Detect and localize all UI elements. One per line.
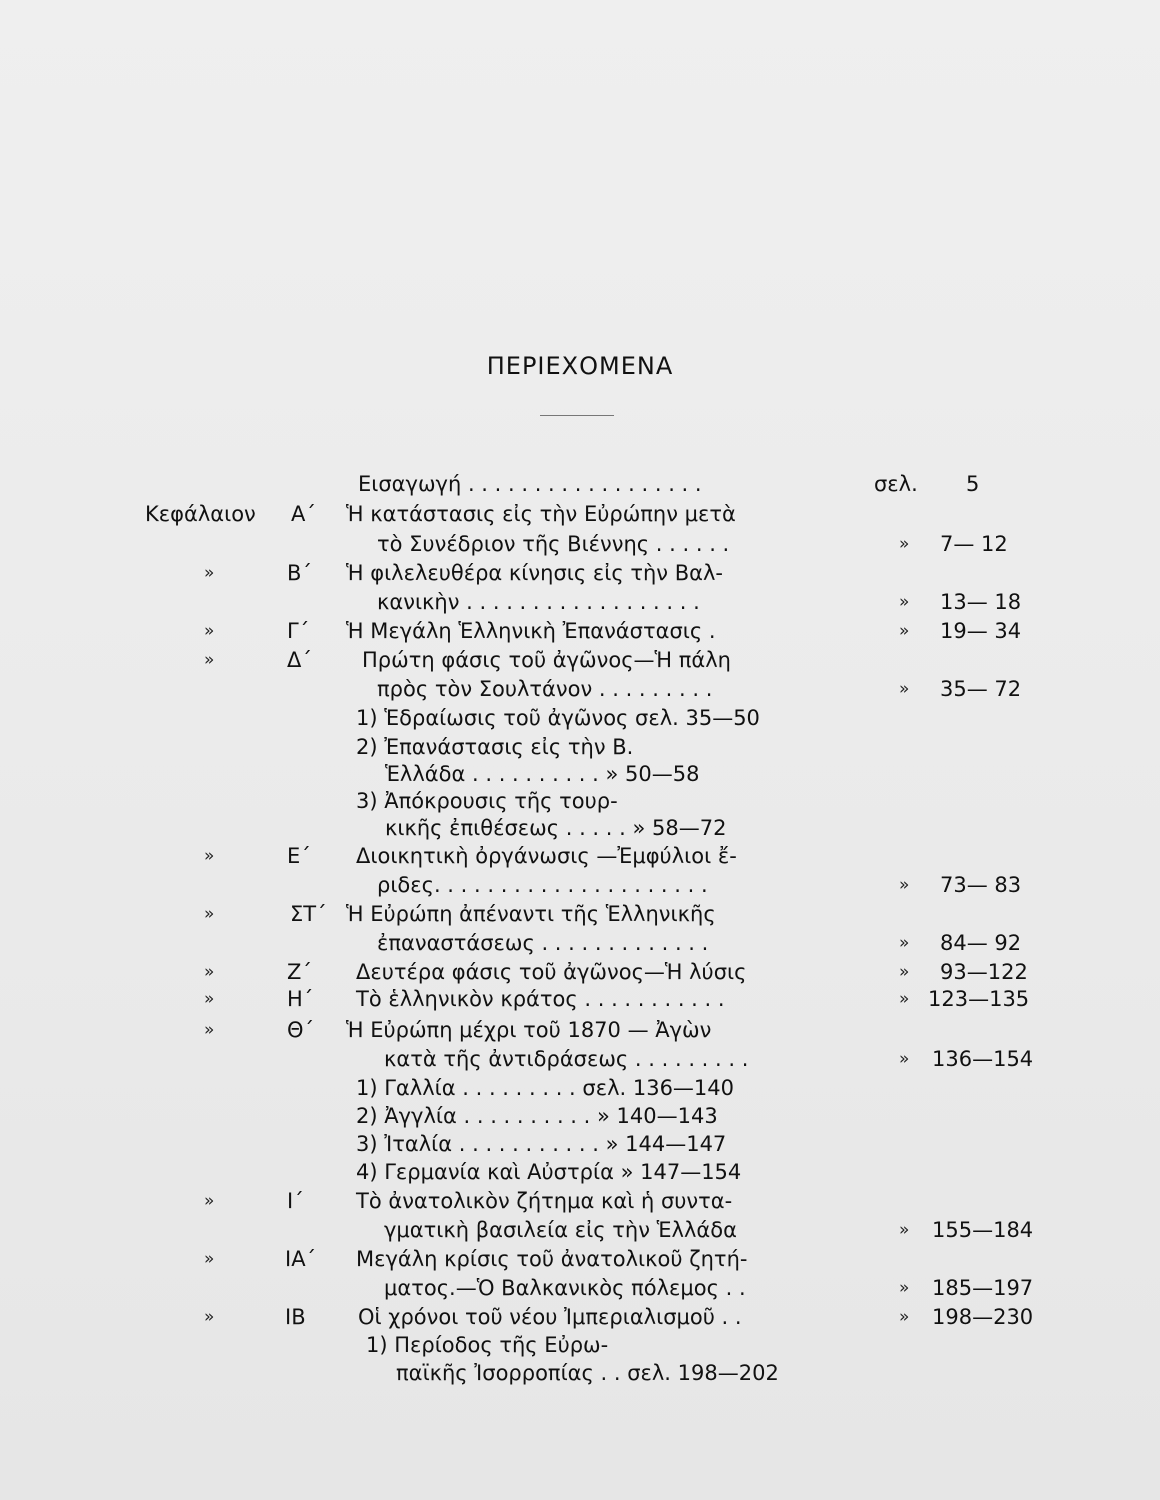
ditto-mark: »: [204, 846, 215, 866]
ditto-mark: »: [899, 592, 910, 612]
ditto-mark: »: [204, 904, 215, 924]
ditto-mark: »: [204, 1307, 215, 1327]
ditto-mark: »: [204, 1191, 215, 1211]
subsection-line: 1) Περίοδος τῆς Εὐρω-: [366, 1333, 609, 1357]
chapter-num: ΣΤ΄: [290, 902, 327, 926]
chapter-pages: 35— 72: [940, 677, 1022, 701]
subsection-line: 3) Ἀπόκρουσις τῆς τουρ-: [356, 789, 618, 813]
chapter-pages: 84— 92: [940, 931, 1022, 955]
chapter-line: Οἱ χρόνοι τοῦ νέου Ἰμπεριαλισμοῦ . .: [358, 1305, 742, 1329]
ditto-mark: »: [899, 989, 910, 1009]
chapter-line: ματος.—Ὁ Βαλκανικὸς πόλεμος . .: [384, 1276, 746, 1300]
ditto-mark: »: [899, 1220, 910, 1240]
chapter-num: ΙΑ΄: [285, 1247, 317, 1271]
chapter-line: κατὰ τῆς ἀντιδράσεως . . . . . . . . .: [384, 1047, 749, 1071]
chapter-num: Β΄: [287, 561, 312, 585]
chapter-line: Δευτέρα φάσις τοῦ ἀγῶνος—Ἡ λύσις: [356, 960, 747, 984]
chapter-pages: 13— 18: [940, 590, 1022, 614]
ditto-mark: »: [899, 679, 910, 699]
chapter-num: Ζ΄: [287, 960, 312, 984]
chapter-pages: 136—154: [932, 1047, 1034, 1071]
ditto-mark: »: [204, 989, 215, 1009]
ditto-mark: »: [899, 1307, 910, 1327]
ditto-mark: »: [204, 962, 215, 982]
ditto-mark: »: [204, 650, 215, 670]
title-divider: [540, 415, 614, 416]
ditto-mark: »: [899, 534, 910, 554]
chapter-num: ΙΒ: [285, 1305, 306, 1329]
chapter-pages: 185—197: [932, 1276, 1034, 1300]
chapter-line: Μεγάλη κρίσις τοῦ ἀνατολικοῦ ζητή-: [356, 1247, 748, 1271]
chapter-line: Τὸ ἀνατολικὸν ζήτημα καὶ ἡ συντα-: [356, 1189, 733, 1213]
chapter-pages: 7— 12: [940, 532, 1008, 556]
chapter-line: Πρώτη φάσις τοῦ ἀγῶνος—Ἡ πάλη: [362, 648, 731, 672]
ditto-mark: »: [899, 875, 910, 895]
chapter-line: τὸ Συνέδριον τῆς Βιέννης . . . . . .: [377, 532, 730, 556]
chapter-line: Ἡ Εὐρώπη μέχρι τοῦ 1870 — Ἀγὼν: [346, 1018, 712, 1042]
chapter-line: Ἡ Μεγάλη Ἑλληνικὴ Ἐπανάστασις .: [346, 619, 716, 643]
chapter-line: πρὸς τὸν Σουλτάνον . . . . . . . . .: [377, 677, 713, 701]
chapter-line: Διοικητικὴ ὀργάνωσις —Ἐμφύλιοι ἔ-: [356, 844, 737, 868]
intro-text: Εισαγωγή . . . . . . . . . . . . . . . . . .: [358, 472, 702, 496]
chapter-line: Ἡ κατάστασις εἰς τὴν Εὐρώπην μετὰ: [346, 502, 736, 526]
subsection-line: 2) Ἐπανάστασις εἰς τὴν Β.: [356, 735, 634, 759]
chapter-pages: 155—184: [932, 1218, 1034, 1242]
chapter-num: Δ΄: [287, 648, 312, 672]
chapter-line: ριδες. . . . . . . . . . . . . . . . . . . . .: [377, 873, 708, 897]
chapter-word: Κεφάλαιον: [145, 502, 256, 526]
chapter-line: Ἡ φιλελευθέρα κίνησις εἰς τὴν Βαλ-: [346, 561, 723, 585]
chapter-pages: 73— 83: [940, 873, 1022, 897]
subsection-line: κικῆς ἐπιθέσεως . . . . . » 58—72: [385, 816, 727, 840]
page-title: ΠΕΡΙΕΧΟΜΕΝΑ: [486, 352, 674, 380]
chapter-line: γματικὴ βασιλεία εἰς τὴν Ἑλλάδα: [384, 1218, 737, 1242]
intro-sel: σελ.: [874, 472, 918, 496]
ditto-mark: »: [899, 962, 910, 982]
ditto-mark: »: [899, 933, 910, 953]
chapter-line: ἐπαναστάσεως . . . . . . . . . . . . .: [377, 931, 709, 955]
chapter-pages: 93—122: [940, 960, 1028, 984]
subsection-line: 4) Γερμανία καὶ Αὐστρία » 147—154: [356, 1160, 742, 1184]
chapter-line: Τὸ ἑλληνικὸν κράτος . . . . . . . . . . .: [356, 987, 725, 1011]
subsection-line: παϊκῆς Ἰσορροπίας . . σελ. 198—202: [396, 1361, 779, 1385]
subsection-line: 1) Ἑδραίωσις τοῦ ἀγῶνος σελ. 35—50: [356, 706, 760, 730]
ditto-mark: »: [204, 563, 215, 583]
chapter-line: κανικὴν . . . . . . . . . . . . . . . . . .: [377, 590, 700, 614]
subsection-line: 2) Ἀγγλία . . . . . . . . . . » 140—143: [356, 1104, 718, 1128]
chapter-num: Ε΄: [287, 844, 311, 868]
chapter-num: Η΄: [287, 987, 314, 1011]
chapter-pages: 198—230: [932, 1305, 1034, 1329]
ditto-mark: »: [899, 621, 910, 641]
subsection-line: Ἑλλάδα . . . . . . . . . . » 50—58: [385, 762, 700, 786]
ditto-mark: »: [899, 1049, 910, 1069]
subsection-line: 1) Γαλλία . . . . . . . . . σελ. 136—140: [356, 1076, 735, 1100]
intro-page: 5: [966, 472, 980, 496]
ditto-mark: »: [899, 1278, 910, 1298]
chapter-num: Α΄: [291, 502, 316, 526]
chapter-num: Ι΄: [287, 1189, 304, 1213]
ditto-mark: »: [204, 621, 215, 641]
chapter-num: Θ΄: [287, 1018, 315, 1042]
chapter-num: Γ΄: [287, 619, 310, 643]
ditto-mark: »: [204, 1020, 215, 1040]
chapter-line: Ἡ Εὐρώπη ἀπέναντι τῆς Ἑλληνικῆς: [346, 902, 716, 926]
subsection-line: 3) Ἰταλία . . . . . . . . . . . » 144—147: [356, 1132, 727, 1156]
chapter-pages: 19— 34: [940, 619, 1022, 643]
chapter-pages: 123—135: [928, 987, 1030, 1011]
ditto-mark: »: [204, 1249, 215, 1269]
